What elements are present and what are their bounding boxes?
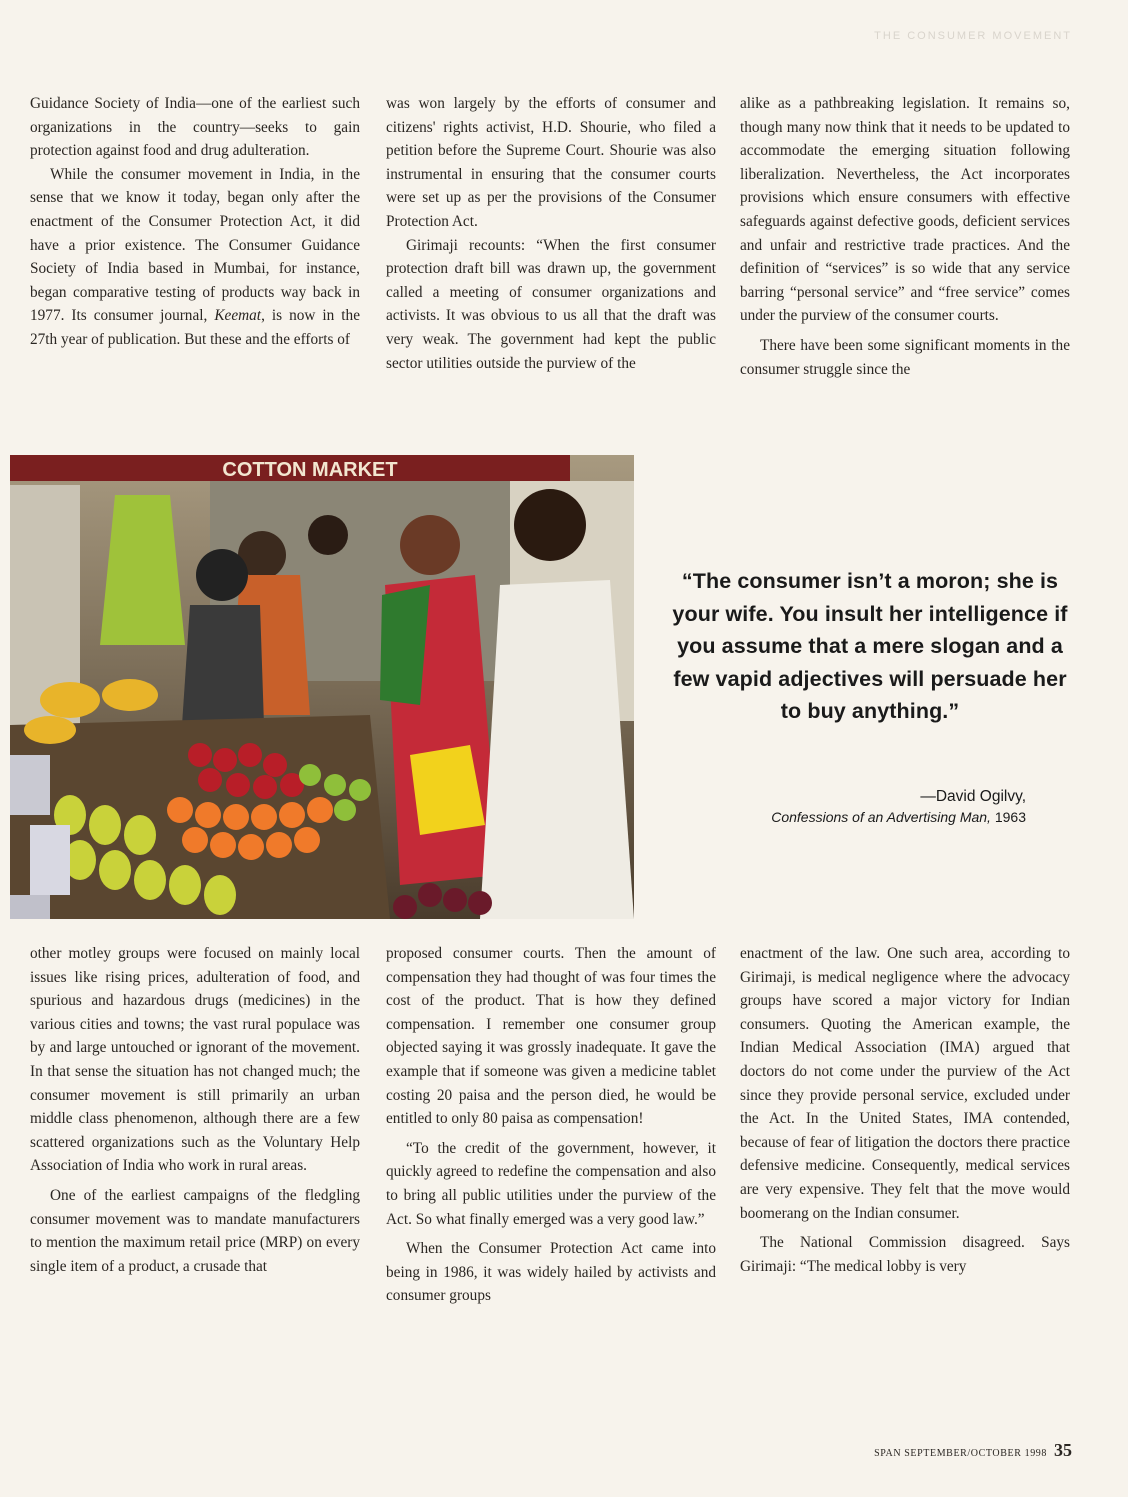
paragraph: When the Consumer Protection Act came into being in 1986, it was widely hailed by activists and consumer groups xyxy=(386,1240,716,1305)
quote-book-title: Confessions of an Advertising Man, xyxy=(771,809,991,825)
paragraph: While the consumer movement in India, in the sense that we know it today, began only after the enactment of the Consumer Protection Act, it did have a prior existence. The Consumer Guidance Society of India based in Mumbai, for instance, began comparative testing of products way back in 1977. Its consumer journal, Keemat, is now in the 27th year of publication. But these and the efforts of xyxy=(30,165,360,348)
paragraph: The National Commission disagreed. Says Girimaji: “The medical lobby is very xyxy=(740,1234,1070,1275)
paragraph: proposed consumer courts. Then the amount of compensation they had thought of was four times the cost of the product. That is how they defined compensation. I remember one consumer group objected saying it was grossly inadequate. It gave the example that if someone was given a medicine tablet costing 20 paisa and the person died, he would be entitled to only 80 paisa as compensation! xyxy=(386,945,716,1128)
page-number: 35 xyxy=(1054,1440,1072,1460)
column-3-top xyxy=(740,92,1070,381)
market-photo xyxy=(10,455,634,919)
quote-attribution xyxy=(680,786,1026,828)
magazine-issue: SPAN SEPTEMBER/OCTOBER 1998 xyxy=(874,1448,1047,1459)
paragraph: One of the earliest campaigns of the fledgling consumer movement was to mandate manufacturers to mention the maximum retail price (MRP) on every single item of a product, a crusade that xyxy=(30,1186,360,1275)
column-1-top xyxy=(30,92,360,352)
quote-author: —David Ogilvy, xyxy=(920,788,1026,805)
quote-year: 1963 xyxy=(990,809,1026,825)
journal-title: Keemat xyxy=(214,307,262,325)
paragraph: other motley groups were focused on mainly local issues like rising prices, adulteration of food, and spurious and hazardous drugs (medicines) in the various cities and towns; the vast rural populace was by and large untouched or ignorant of the movement. In that sense the situation has not changed much; the consumer movement is still primarily an urban middle class phenomenon, although there are a few scattered organizations such as the Voluntary Help Association of India who work in rural areas. xyxy=(30,945,360,1175)
paragraph: There have been some significant moments in the consumer struggle since the xyxy=(740,336,1070,378)
column-2-bottom xyxy=(386,942,716,1308)
paragraph: was won largely by the efforts of consumer and citizens' rights activist, H.D. Shourie, who filed a petition before the Supreme Court. Shourie was also instrumental in ensuring that the consumer courts were set up as per the provisions of the Consumer Protection Act. xyxy=(386,95,716,230)
page-footer xyxy=(874,1440,1072,1461)
column-3-bottom xyxy=(740,942,1070,1278)
shop-sign: COTTON MARKET xyxy=(222,459,398,481)
running-head: THE CONSUMER MOVEMENT xyxy=(874,30,1072,42)
paragraph: Guidance Society of India—one of the earliest such organizations in the country—seeks to gain protection against food and drug adulteration. xyxy=(30,95,360,160)
paragraph: alike as a pathbreaking legislation. It remains so, though many now think that it needs to be updated to accommodate the emerging situation following liberalization. Nevertheless, the Act incorporates provisions which ensure consumers with effective safeguards against defective goods, deficient services and unfair and restrictive trade practices. And the definition of “services” is so wide that any service barring “personal service” and “free service” comes under the purview of the consumer courts. xyxy=(740,95,1070,325)
paragraph: Girimaji recounts: “When the first consumer protection draft bill was drawn up, the government called a meeting of consumer organizations and activists. It was obvious to us all that the draft was very weak. The government had kept the public sector utilities outside the purview of the xyxy=(386,236,716,372)
paragraph: “To the credit of the government, however, it quickly agreed to redefine the compensation and also to bring all public utilities under the purview of the Act. So what finally emerged was a very good law.” xyxy=(386,1139,716,1228)
paragraph: enactment of the law. One such area, according to Girimaji, is medical negligence where the advocacy groups have scored a major victory for Indian consumers. Quoting the American example, the Indian Medical Association (IMA) argued that doctors do not come under the purview of the Act since they provide personal service, excluded under the Act. In the United States, IMA contended, because of fear of litigation the doctors there practice defensive medicine. Consequently, medical services are very expensive. They felt that the move would boomerang on the Indian consumer. xyxy=(740,945,1070,1222)
pull-quote: “The consumer isn’t a moron; she is your wife. You insult her intelligence if you assume that a mere slogan and a few vapid adjectives will persuade her to buy anything.” xyxy=(672,569,1068,723)
column-2-top xyxy=(386,92,716,375)
column-1-bottom xyxy=(30,942,360,1278)
